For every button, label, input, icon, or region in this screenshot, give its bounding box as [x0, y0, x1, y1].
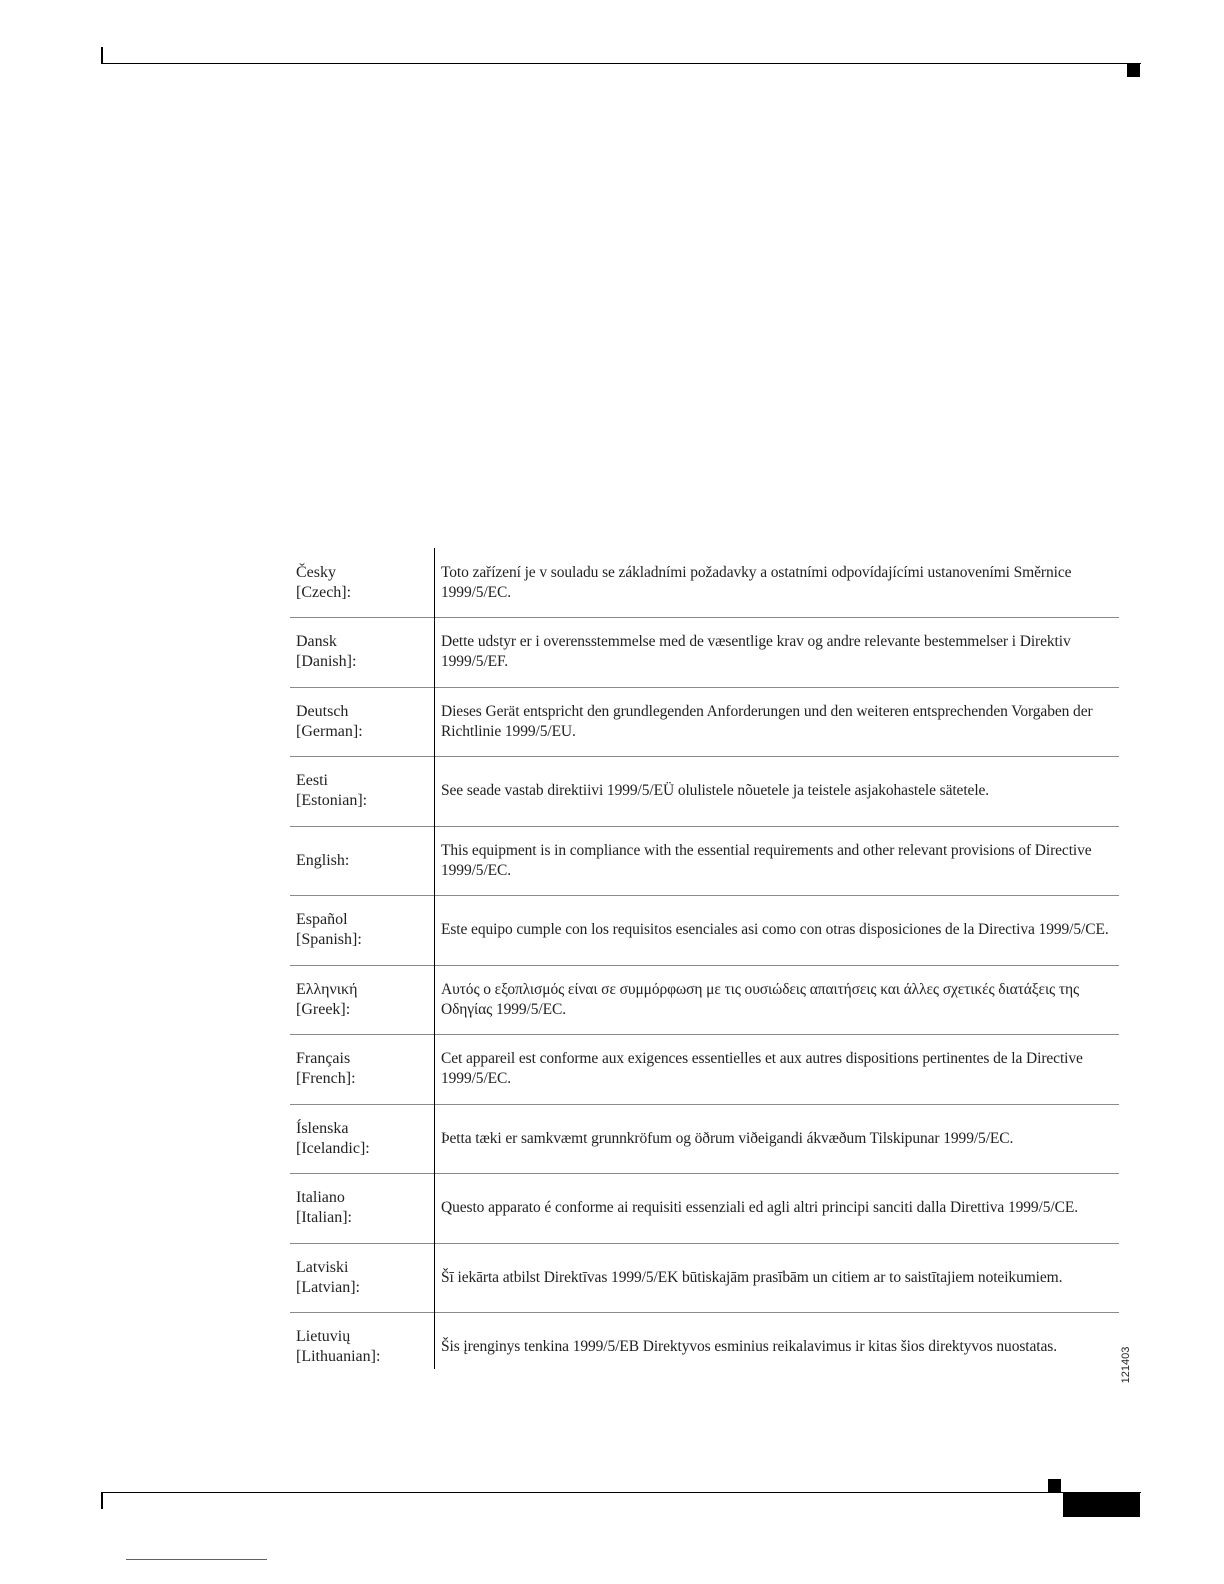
declaration-text: Šī iekārta atbilst Direktīvas 1999/5/EK būtiskajām prasībām un citiem ar to saistītajiem noteikumiem. [441, 1268, 1063, 1286]
table-row-latvian [290, 1243, 1119, 1313]
language-label: English: [296, 851, 350, 869]
table-row-english [290, 826, 1119, 896]
language-label: Dansk [Danish]: [296, 633, 357, 671]
footer-rule [101, 1492, 1141, 1493]
table-row-greek [290, 965, 1119, 1035]
language-label: Français [French]: [296, 1050, 356, 1088]
table-row-danish [290, 617, 1119, 687]
footer-marker [1048, 1479, 1061, 1492]
footer-link-underline[interactable] [126, 1559, 267, 1560]
footer-tick-mark [101, 1492, 103, 1509]
declaration-text: This equipment is in compliance with the essential requirements and other relevant provisions of Directive 1999/5/EC. [441, 841, 1092, 879]
declaration-text: Toto zařízení je v souladu se základními požadavky a ostatními odpovídajícími ustanoveními Směrnice 1999/5/EC. [441, 563, 1072, 601]
language-label: Lietuvių [Lithuanian]: [296, 1328, 381, 1366]
table-row-italian [290, 1173, 1119, 1243]
table-row-icelandic [290, 1104, 1119, 1174]
language-label: Latviski [Latvian]: [296, 1258, 360, 1296]
language-label: Ελληνική [Greek]: [296, 980, 358, 1018]
declaration-text: Este equipo cumple con los requisitos esenciales asi como con otras disposiciones de la Directiva 1999/5/CE. [441, 921, 1109, 939]
table-row-french [290, 1034, 1119, 1104]
table-row-lithuanian [290, 1312, 1119, 1382]
declaration-text: Šis įrenginys tenkina 1999/5/EB Direktyvos esminius reikalavimus ir kitas šios direktyvos nuostatas. [441, 1338, 1057, 1356]
language-label: Español [Spanish]: [296, 911, 362, 949]
page-number-tab [1063, 1493, 1140, 1517]
table-row-estonian [290, 756, 1119, 826]
language-label: Italiano [Italian]: [296, 1189, 352, 1227]
language-label: Íslenska [Icelandic]: [296, 1119, 370, 1157]
table-row-spanish [290, 895, 1119, 965]
declaration-text: Cet appareil est conforme aux exigences essentielles et aux autres dispositions pertinentes de la Directive 1999/5/EC. [441, 1050, 1083, 1088]
figure-id: 121403 [1120, 1346, 1132, 1384]
declaration-of-conformity-table [290, 548, 1119, 1382]
declaration-text: Þetta tæki er samkvæmt grunnkröfum og öðrum viðeigandi ákvæðum Tilskipunar 1999/5/EC. [441, 1129, 1014, 1147]
declaration-text: See seade vastab direktiivi 1999/5/EÜ olulistele nõuetele ja teistele asjakohastele sätetele. [441, 782, 990, 800]
declaration-text: Dette udstyr er i overensstemmelse med de væsentlige krav og andre relevante bestemmelser i Direktiv 1999/5/EF. [441, 633, 1071, 671]
language-label: Deutsch [German]: [296, 702, 363, 740]
language-label: Česky [Czech]: [296, 563, 352, 601]
declaration-text: Αυτός ο εξοπλισμός είναι σε συμμόρφωση με τις ουσιώδεις απαιτήσεις και άλλες σχετικές διατάξεις της Οδηγίας 1999/5/EC. [441, 980, 1080, 1018]
header-tick-mark [101, 47, 103, 64]
table-row-czech [290, 548, 1119, 617]
header-rule [101, 63, 1141, 64]
declaration-text: Questo apparato é conforme ai requisiti essenziali ed agli altri principi sanciti dalla Direttiva 1999/5/CE. [441, 1199, 1078, 1217]
header-marker [1127, 64, 1140, 77]
language-label: Eesti [Estonian]: [296, 772, 368, 810]
table-row-german [290, 687, 1119, 757]
declaration-text: Dieses Gerät entspricht den grundlegenden Anforderungen und den weiteren entsprechenden Vorgaben der Richtlinie 1999/5/EU. [441, 702, 1093, 740]
